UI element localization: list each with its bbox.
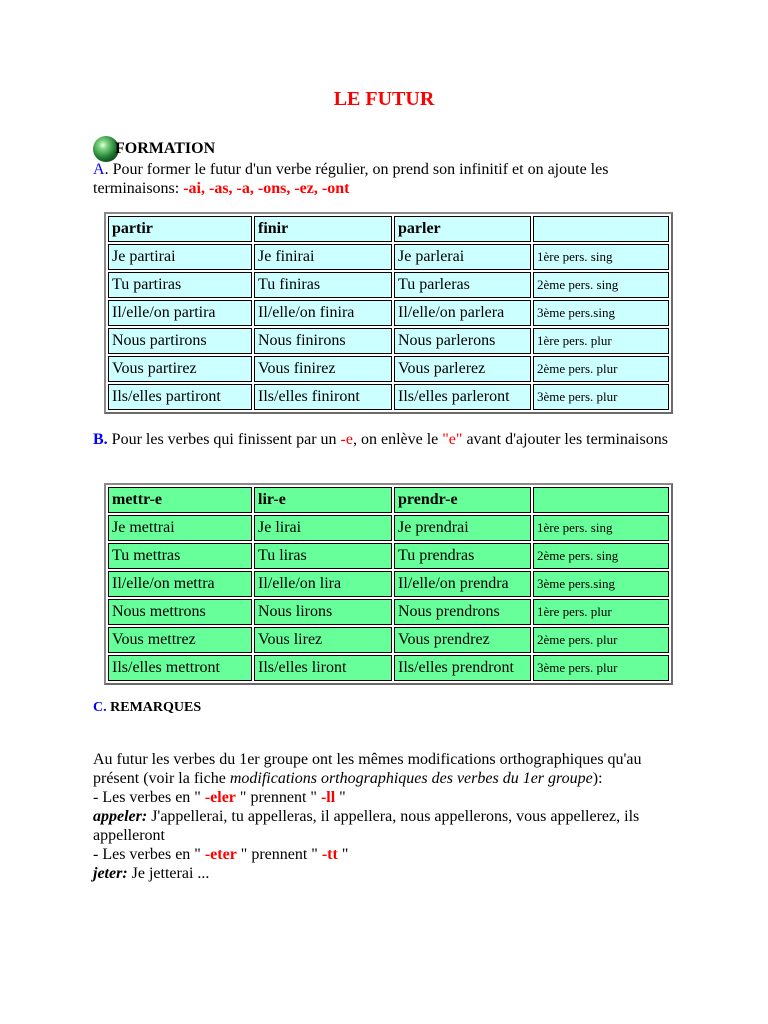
table-cell: Ils/elles partiront (108, 384, 252, 410)
table-cell: Il/elle/on mettra (108, 571, 252, 597)
table-header-cell: partir (108, 216, 252, 242)
formation-heading (93, 130, 215, 160)
table-cell: Tu prendras (394, 543, 531, 569)
rule-eter-result: -tt (321, 846, 338, 863)
table-cell: Nous lirons (254, 599, 392, 625)
section-b-text-2: , on enlève le (352, 431, 443, 448)
table-cell: Vous lirez (254, 627, 392, 653)
table-header-cell: prendr-e (394, 487, 531, 513)
table-row (108, 599, 669, 625)
rule-eter-text-c: " (337, 846, 349, 863)
table-cell: Vous prendrez (394, 627, 531, 653)
table-cell: Tu liras (254, 543, 392, 569)
rule-eter (93, 845, 683, 864)
table-cell: Nous finirons (254, 328, 392, 354)
table-row (108, 515, 669, 541)
table-cell: Je lirai (254, 515, 392, 541)
remarks-intro-end: ): (592, 770, 603, 787)
rule-eter-text-b: " prennent " (236, 846, 322, 863)
table-cell: Je prendrai (394, 515, 531, 541)
table-cell-person: 1ère pers. sing (533, 515, 669, 541)
table-cell: Il/elle/on partira (108, 300, 252, 326)
table-cell: Nous parlerons (394, 328, 531, 354)
table-cell: Vous finirez (254, 356, 392, 382)
example-appeler-verb: appeler: (93, 808, 148, 825)
table-cell: Vous parlerez (394, 356, 531, 382)
table-row (108, 543, 669, 569)
table-cell: Tu partiras (108, 272, 252, 298)
rule-eler-text-a: - Les verbes en " (93, 789, 205, 806)
table-cell: Ils/elles finiront (254, 384, 392, 410)
section-c-label: REMARQUES (106, 700, 202, 715)
table-header-cell: mettr-e (108, 487, 252, 513)
table-cell-person: 3ème pers.sing (533, 571, 669, 597)
formation-label: FORMATION (115, 140, 216, 157)
section-a-paragraph (93, 160, 683, 198)
table-cell-person: 2ème pers. plur (533, 356, 669, 382)
section-b-letter: B. (93, 431, 108, 448)
section-b-paragraph (93, 430, 683, 449)
table-row (108, 384, 669, 410)
table-cell-person: 1ère pers. sing (533, 244, 669, 270)
example-appeler-text: J'appellerai, tu appelleras, il appellera, nous appellerons, vous appellerez, ils appelleront (93, 808, 640, 844)
table-cell: Vous partirez (108, 356, 252, 382)
remarks-intro-text: Au futur les verbes du 1er groupe ont les mêmes modifications orthographiques qu'au présent (voir la fiche (93, 751, 642, 787)
table-cell: Ils/elles prendront (394, 655, 531, 681)
table-cell: Nous partirons (108, 328, 252, 354)
table-cell: Tu parleras (394, 272, 531, 298)
table-cell: Vous mettrez (108, 627, 252, 653)
table-row (108, 272, 669, 298)
table-cell: Nous prendrons (394, 599, 531, 625)
remarks-block (93, 750, 683, 883)
table-cell: Ils/elles liront (254, 655, 392, 681)
table-cell: Je mettrai (108, 515, 252, 541)
table-cell: Il/elle/on finira (254, 300, 392, 326)
rule-eler-term: -eler (204, 789, 236, 806)
table-cell-person: 3ème pers. plur (533, 384, 669, 410)
table-row (108, 356, 669, 382)
section-c-letter: C. (93, 700, 107, 715)
table-cell: Il/elle/on prendra (394, 571, 531, 597)
table-header-cell: finir (254, 216, 392, 242)
example-jeter (93, 864, 683, 883)
section-a-letter: A (93, 161, 105, 178)
table-cell: Nous mettrons (108, 599, 252, 625)
example-appeler (93, 807, 683, 845)
section-b-e-quoted: "e" (442, 431, 463, 448)
conjugation-table-b (104, 483, 673, 685)
table-header-row (108, 487, 669, 513)
remarks-intro (93, 750, 683, 788)
rule-eter-term: -eter (204, 846, 237, 863)
table-cell-person: 2ème pers. plur (533, 627, 669, 653)
table-cell: Je finirai (254, 244, 392, 270)
section-c-heading (93, 698, 683, 717)
table-row (108, 300, 669, 326)
table-row (108, 328, 669, 354)
table-cell-person: 1ère pers. plur (533, 599, 669, 625)
table-row (108, 571, 669, 597)
table-cell: Je parlerai (394, 244, 531, 270)
table-row (108, 244, 669, 270)
rule-eler-text-c: " (335, 789, 346, 806)
remarks-intro-italic: modifications orthographiques des verbes du 1er groupe (229, 770, 593, 787)
rule-eter-text-a: - Les verbes en " (93, 846, 205, 863)
rule-eler-text-b: " prennent " (235, 789, 321, 806)
table-cell-person: 1ère pers. plur (533, 328, 669, 354)
section-b-text-1: Pour les verbes qui finissent par un (107, 431, 341, 448)
table-cell-person: 3ème pers. plur (533, 655, 669, 681)
page-title: LE FUTUR (333, 88, 435, 110)
table-cell-person: 2ème pers. sing (533, 272, 669, 298)
table-cell-person: 3ème pers.sing (533, 300, 669, 326)
table-header-cell (533, 216, 669, 242)
table-header-row (108, 216, 669, 242)
example-jeter-verb: jeter: (93, 865, 128, 882)
conjugation-table-a (104, 212, 673, 414)
table-cell: Tu finiras (254, 272, 392, 298)
section-a-text: . Pour former le futur d'un verbe régulier, on prend son infinitif et on ajoute les terminaisons: (93, 161, 609, 197)
rule-eler (93, 788, 683, 807)
table-cell: Il/elle/on lira (254, 571, 392, 597)
table-cell-person: 2ème pers. sing (533, 543, 669, 569)
section-b-e-ending: -e (340, 431, 353, 448)
table-header-cell: parler (394, 216, 531, 242)
section-a-endings: -ai, -as, -a, -ons, -ez, -ont (183, 180, 350, 197)
table-row (108, 655, 669, 681)
table-cell: Ils/elles parleront (394, 384, 531, 410)
table-row (108, 627, 669, 653)
section-b-text-3: avant d'ajouter les terminaisons (462, 431, 668, 448)
example-jeter-text: Je jetterai ... (127, 865, 210, 882)
table-cell: Il/elle/on parlera (394, 300, 531, 326)
table-header-cell: lir-e (254, 487, 392, 513)
table-header-cell (533, 487, 669, 513)
rule-eler-result: -ll (320, 789, 336, 806)
table-cell: Je partirai (108, 244, 252, 270)
table-cell: Tu mettras (108, 543, 252, 569)
table-cell: Ils/elles mettront (108, 655, 252, 681)
